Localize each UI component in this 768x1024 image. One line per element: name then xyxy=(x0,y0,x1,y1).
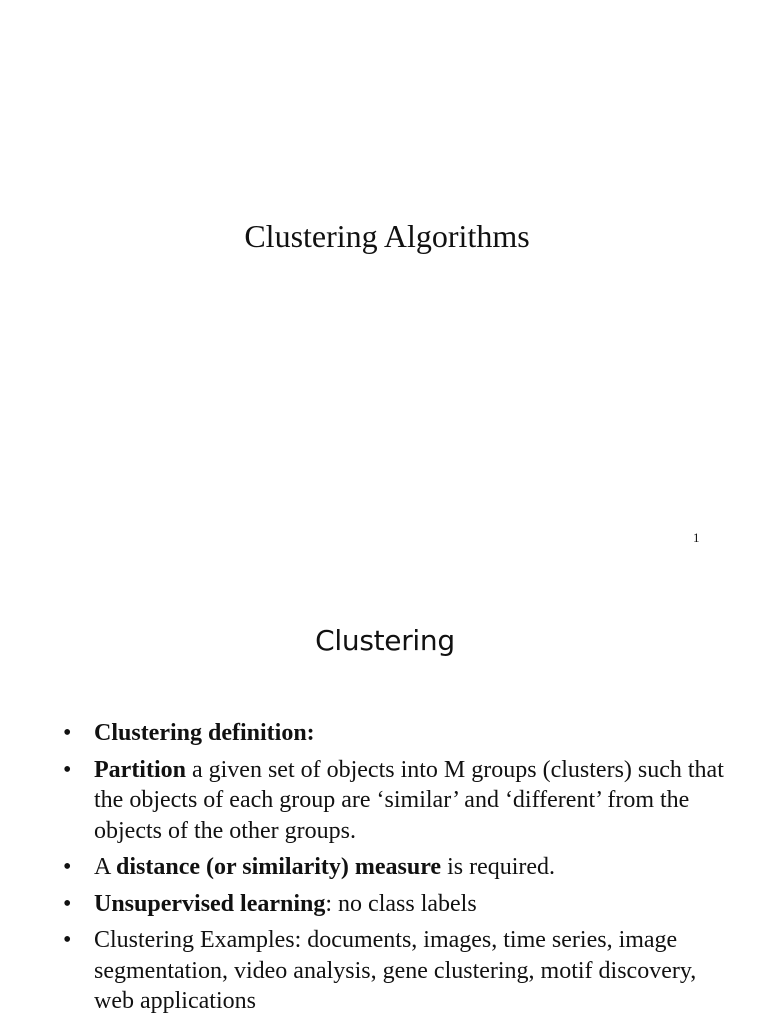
slide-2 xyxy=(0,576,768,1024)
bullet-item-partition xyxy=(60,755,740,847)
bullet-text: is required. xyxy=(441,854,556,880)
bullet-icon: • xyxy=(63,927,72,953)
page-number: 1 xyxy=(693,530,700,545)
bullet-list xyxy=(60,718,740,1023)
bullet-item-definition xyxy=(60,718,740,749)
bullet-text: Clustering Examples: documents, images, time series, image segmentation, video analysis, gene clustering, motif discovery, web applications xyxy=(94,927,697,1014)
slide-title: Clustering xyxy=(315,624,455,657)
bullet-text: a given set of objects into M groups (clusters) such that the objects of each group are ‘similar’ and ‘different’ from the objects of the other groups. xyxy=(94,756,724,844)
bullet-bold-text: Unsupervised learning xyxy=(94,890,326,917)
slide-title: Clustering Algorithms xyxy=(244,218,530,254)
bullet-icon: • xyxy=(63,890,72,917)
bullet-item-distance xyxy=(60,852,740,883)
bullet-prefix-text: A xyxy=(94,854,117,880)
bullet-icon: • xyxy=(63,756,72,783)
bullet-icon: • xyxy=(63,720,72,746)
bullet-item-examples xyxy=(60,925,740,1017)
bullet-bold-text: Clustering definition: xyxy=(94,720,315,746)
bullet-bold-text: distance (or similarity) measure xyxy=(116,854,442,880)
bullet-icon: • xyxy=(63,854,72,880)
bullet-text: : no class labels xyxy=(325,890,477,917)
bullet-item-unsupervised xyxy=(60,889,740,920)
bullet-bold-text: Partition xyxy=(94,756,186,783)
